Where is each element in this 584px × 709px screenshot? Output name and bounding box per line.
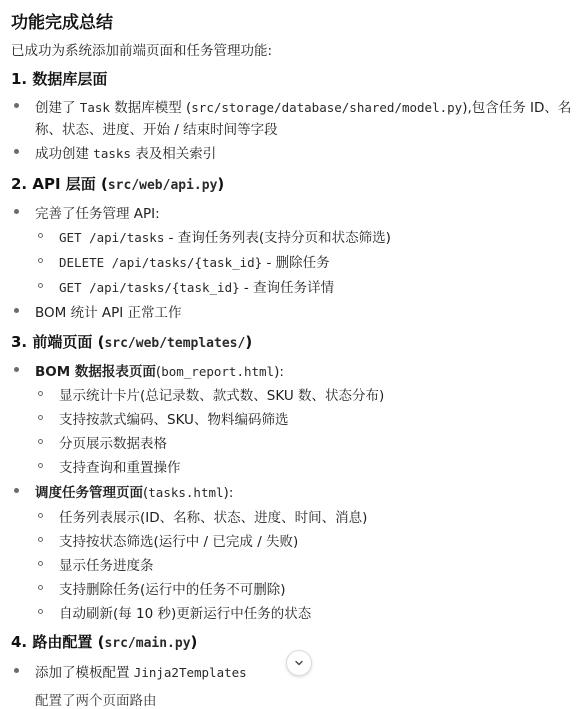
bullet-dot [14,668,19,673]
list-item-text: 表及相关索引 [130,146,217,162]
sub-list-item [59,276,334,296]
list-item [35,96,571,116]
inline-code: tasks.html [148,485,224,500]
sub-bullet-circle [38,233,43,238]
heading-text: 4. 路由配置 ( [11,633,105,651]
list-item-partial: 配置了两个页面路由 [35,693,157,709]
sub-list-item: 自动刷新(每 10 秒)更新运行中任务的状态 [59,606,312,622]
list-item: BOM 统计 API 正常工作 [35,305,182,321]
list-item-text: ),包含任务 ID、名 [462,100,572,116]
sub-list-item: 显示任务进度条 [59,558,154,574]
inline-code: bom_report.html [161,364,275,379]
list-item-continuation: 称、状态、进度、开始 / 结束时间等字段 [35,122,278,138]
list-item-bold: BOM 数据报表页面 [35,364,156,380]
inline-code: Task [79,100,110,115]
list-item-text: ): [274,364,284,380]
sub-bullet-circle [38,537,43,542]
sub-list-item: 支持按款式编码、SKU、物料编码筛选 [59,412,289,428]
section-heading-api [11,173,224,194]
sub-list-item [59,251,330,271]
page-title: 功能完成总结 [11,13,113,33]
scroll-to-bottom-button[interactable] [286,650,312,676]
sub-list-item: 支持删除任务(运行中的任务不可删除) [59,582,286,598]
bullet-dot [14,149,19,154]
inline-code: Jinja2Templates [133,665,247,680]
sub-bullet-circle [38,391,43,396]
sub-bullet-circle [38,258,43,263]
list-item-text: - 查询任务列表(支持分页和状态筛选) [164,230,391,246]
sub-bullet-circle [38,513,43,518]
list-item-bold: 调度任务管理页面 [35,485,143,501]
list-item-text: 添加了模板配置 [35,665,134,681]
chevron-down-icon [294,658,304,668]
bullet-dot [14,308,19,313]
sub-list-item: 分页展示数据表格 [59,436,167,452]
list-item-text: 创建了 [35,100,80,116]
bullet-dot [14,367,19,372]
heading-text: ) [245,333,253,351]
heading-text: ) [190,633,198,651]
list-item-text: - 查询任务详情 [239,280,335,296]
sub-bullet-circle [38,283,43,288]
inline-code: src/web/templates/ [104,336,246,351]
list-item [35,360,284,380]
list-item-text: - 删除任务 [262,255,330,271]
section-heading-database: 1. 数据库层面 [11,70,108,88]
sub-list-item: 支持按状态筛选(运行中 / 已完成 / 失败) [59,534,299,550]
list-item [35,142,216,162]
inline-code: GET /api/tasks [59,230,165,245]
inline-code: src/main.py [104,636,191,651]
sub-list-item: 任务列表展示(ID、名称、状态、进度、时间、消息) [59,510,368,526]
sub-list-item: 支持查询和重置操作 [59,460,181,476]
sub-bullet-circle [38,439,43,444]
heading-text: ) [217,175,225,193]
sub-bullet-circle [38,561,43,566]
inline-code: src/storage/database/shared/model.py [191,100,463,115]
section-heading-routing [11,631,197,652]
sub-bullet-circle [38,415,43,420]
inline-code: GET /api/tasks/{task_id} [59,280,240,295]
sub-bullet-circle [38,463,43,468]
heading-text: 2. API 层面 ( [11,175,108,193]
list-item-text: ( [155,364,162,380]
list-item-text: 成功创建 [35,146,94,162]
list-item [35,481,233,501]
list-item: 完善了任务管理 API: [35,206,160,222]
list-item-text: ( [143,485,149,501]
list-item-text: 数据库模型 ( [109,100,192,116]
inline-code: DELETE /api/tasks/{task_id} [59,255,263,270]
sub-list-item: 显示统计卡片(总记录数、款式数、SKU 数、状态分布) [59,388,385,404]
bullet-dot [14,209,19,214]
bullet-dot [14,488,19,493]
sub-bullet-circle [38,585,43,590]
list-item [35,661,247,681]
inline-code: src/web/api.py [107,178,218,193]
sub-list-item [59,226,391,246]
intro-text: 已成功为系统添加前端页面和任务管理功能: [11,43,273,59]
list-item-text: ): [223,485,234,501]
bullet-dot [14,103,19,108]
sub-bullet-circle [38,609,43,614]
heading-text: 3. 前端页面 ( [11,333,105,351]
section-heading-frontend [11,331,252,352]
inline-code: tasks [93,146,131,161]
